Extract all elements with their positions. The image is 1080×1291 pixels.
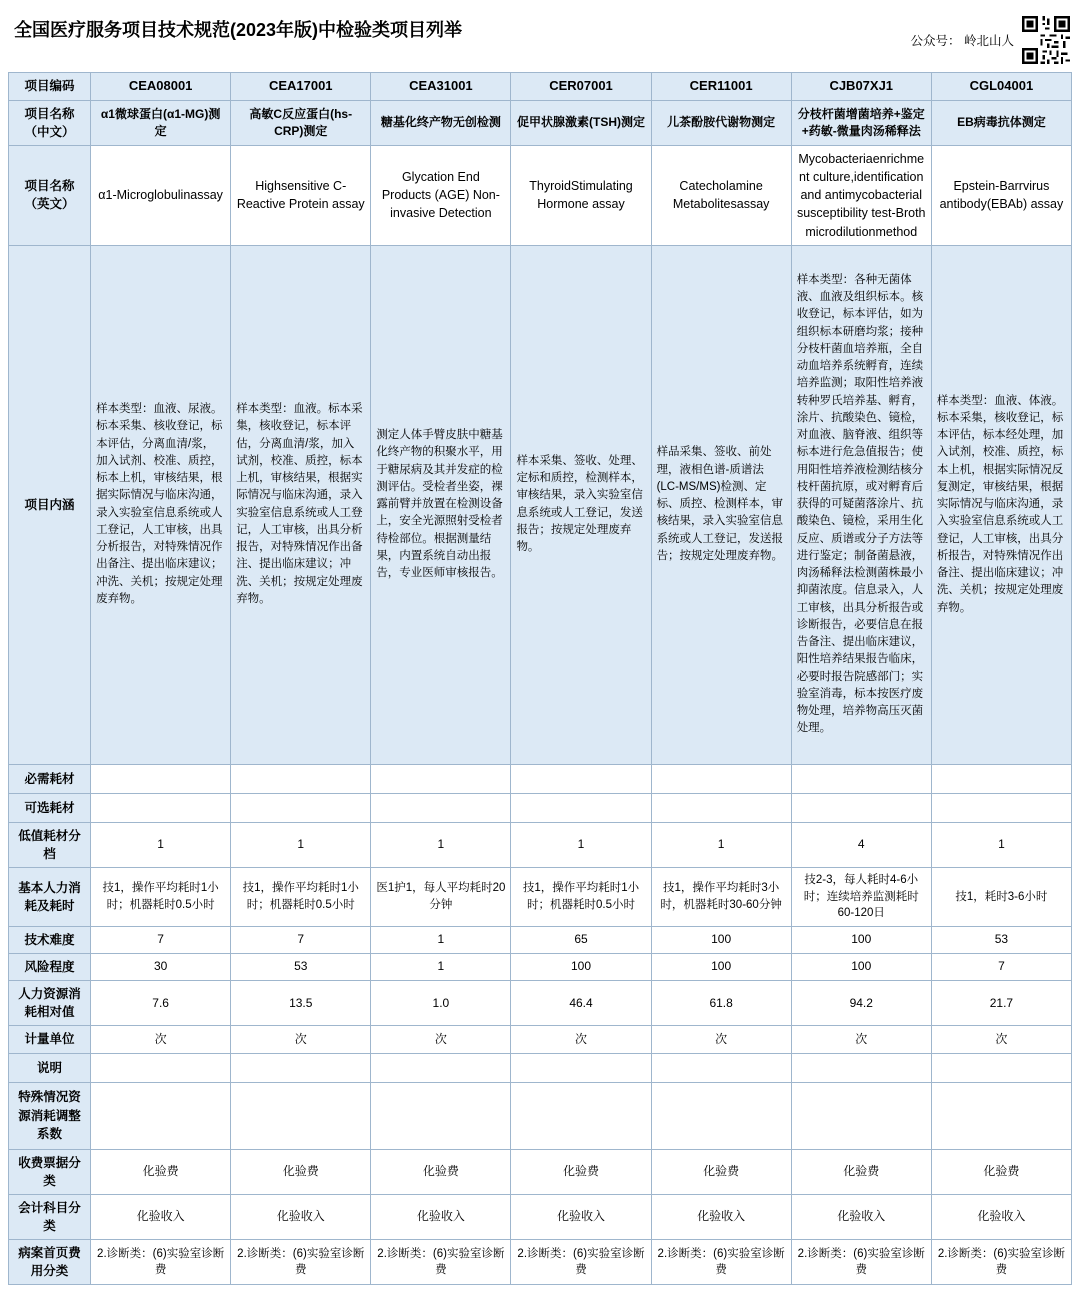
- row-label-name-cn: 项目名称（中文）: [9, 100, 91, 145]
- column-name-en-1: Highsensitive C-Reactive Protein assay: [231, 146, 371, 246]
- column-hr-relative-2: 1.0: [371, 981, 511, 1026]
- column-account-class-2: 化验收入: [371, 1194, 511, 1239]
- column-name-cn-5: 分枝杆菌增菌培养+鉴定+药敏-微量肉汤稀释法: [791, 100, 931, 145]
- table-row-code: [9, 73, 1072, 101]
- column-risk-4: 100: [651, 954, 791, 981]
- column-required-consumables-2: [371, 764, 511, 793]
- column-special-adjust-0: [91, 1082, 231, 1149]
- column-risk-6: 7: [931, 954, 1071, 981]
- column-content-1: 样本类型：血液。标本采集，核收登记，标本评估，分离血清/浆，加入试剂，校准、质控，标本上机，审核结果，根据实际情况与临床沟通，录入实验室信息系统或人工登记，人工审核，出具分析报告，对特殊情况作出备注、提出临床建议；冲洗、关机；按规定处理废弃物。: [231, 245, 371, 764]
- qr-code-icon: [1022, 16, 1070, 64]
- page-title: 全国医疗服务项目技术规范(2023年版)中检验类项目列举: [14, 20, 463, 40]
- column-optional-consumables-2: [371, 793, 511, 822]
- wechat-account-label: 公众号： 岭北山人: [910, 34, 1014, 48]
- column-case-first-page-3: 2.诊断类：(6)实验室诊断费: [511, 1240, 651, 1285]
- column-account-class-1: 化验收入: [231, 1194, 371, 1239]
- column-risk-2: 1: [371, 954, 511, 981]
- column-content-0: 样本类型：血液、尿液。标本采集、核收登记，标本评估，分离血清/浆，加入试剂、校准、质控，标本上机，审核结果，根据实际情况与临床沟通，录入实验室信息系统或人工登记，人工审核，出具分析报告，对特殊情况作出备注、提出临床建议；冲洗、关机；按规定处理废弃物。: [91, 245, 231, 764]
- column-content-4: 样品采集、签收、前处理，液相色谱-质谱法(LC-MS/MS)检测、定标、质控、检测样本，审核结果，录入实验室信息系统或人工登记，发送报告；按规定处理废弃物。: [651, 245, 791, 764]
- table-row-note: [9, 1053, 1072, 1082]
- row-label-note: 说明: [9, 1053, 91, 1082]
- column-name-en-0: α1-Microglobulinassay: [91, 146, 231, 246]
- column-hr-relative-4: 61.8: [651, 981, 791, 1026]
- column-note-6: [931, 1053, 1071, 1082]
- table-row-case-first-page: [9, 1240, 1072, 1285]
- column-optional-consumables-6: [931, 793, 1071, 822]
- column-name-cn-0: α1微球蛋白(α1-MG)测定: [91, 100, 231, 145]
- column-case-first-page-2: 2.诊断类：(6)实验室诊断费: [371, 1240, 511, 1285]
- column-low-value-consumables-3: 1: [511, 822, 651, 867]
- column-unit-4: 次: [651, 1026, 791, 1053]
- document-header: [8, 8, 1072, 72]
- column-special-adjust-1: [231, 1082, 371, 1149]
- table-row-name-en: [9, 146, 1072, 246]
- table-row-bill-class: [9, 1149, 1072, 1194]
- column-low-value-consumables-0: 1: [91, 822, 231, 867]
- column-code-0: CEA08001: [91, 73, 231, 101]
- row-label-optional-consumables: 可选耗材: [9, 793, 91, 822]
- column-content-5: 样本类型：各种无菌体液、血液及组织标本。核收登记，标本评估，如为组织标本研磨均浆；接种分枝杆菌血培养瓶，全自动血培养系统孵育，连续培养监测；取阳性培养液转种罗氏培养基、孵育，涂片、抗酸染色、镜检，对血液、脑脊液、组织等标本进行危急值报告；使用阳性培养液检测结核分枝杆菌抗原，或对孵育后获得的可疑菌落涂片、抗酸染色、镜检，采用生化反应、质谱或分子方法等进行鉴定；制备菌悬液，肉汤稀释法检测菌株最小抑菌浓度。信息录入，人工审核，出具分析报告或诊断报告，必要信息在报告备注、提出临床建议，阳性培养结果报告临床，必要时报告院感部门；实验室消毒，标本按医疗废物处理，培养物高压灭菌处理。: [791, 245, 931, 764]
- row-label-content: 项目内涵: [9, 245, 91, 764]
- column-difficulty-6: 53: [931, 926, 1071, 953]
- row-label-manpower: 基本人力消耗及耗时: [9, 867, 91, 926]
- column-case-first-page-6: 2.诊断类：(6)实验室诊断费: [931, 1240, 1071, 1285]
- row-label-name-en: 项目名称（英文）: [9, 146, 91, 246]
- column-name-en-2: Glycation End Products (AGE) Non-invasive Detection: [371, 146, 511, 246]
- column-name-en-6: Epstein-Barrvirus antibody(EBAb) assay: [931, 146, 1071, 246]
- column-account-class-3: 化验收入: [511, 1194, 651, 1239]
- column-unit-5: 次: [791, 1026, 931, 1053]
- column-account-class-0: 化验收入: [91, 1194, 231, 1239]
- row-label-hr-relative: 人力资源消耗相对值: [9, 981, 91, 1026]
- row-label-account-class: 会计科目分类: [9, 1194, 91, 1239]
- column-hr-relative-6: 21.7: [931, 981, 1071, 1026]
- column-risk-3: 100: [511, 954, 651, 981]
- column-bill-class-0: 化验费: [91, 1149, 231, 1194]
- column-low-value-consumables-6: 1: [931, 822, 1071, 867]
- column-hr-relative-0: 7.6: [91, 981, 231, 1026]
- column-content-2: 测定人体手臂皮肤中糖基化终产物的积聚水平，用于糖尿病及其并发症的检测评估。受检者坐姿，裸露前臂并放置在检测设备上，安全光源照射受检者待检部位。根据测量结果，内置系统自动出报告，专业医师审核报告。: [371, 245, 511, 764]
- column-name-cn-4: 儿茶酚胺代谢物测定: [651, 100, 791, 145]
- column-manpower-4: 技1，操作平均耗时3小时，机器耗时30-60分钟: [651, 867, 791, 926]
- table-row-difficulty: [9, 926, 1072, 953]
- column-bill-class-4: 化验费: [651, 1149, 791, 1194]
- column-required-consumables-6: [931, 764, 1071, 793]
- column-difficulty-5: 100: [791, 926, 931, 953]
- column-difficulty-2: 1: [371, 926, 511, 953]
- column-required-consumables-3: [511, 764, 651, 793]
- table-row-low-value-consumables: [9, 822, 1072, 867]
- column-special-adjust-2: [371, 1082, 511, 1149]
- column-unit-1: 次: [231, 1026, 371, 1053]
- row-label-risk: 风险程度: [9, 954, 91, 981]
- column-name-en-5: Mycobacteriaenrichment culture,identification and antimycobacterial susceptibility test-Broth microdilutionmethod: [791, 146, 931, 246]
- column-required-consumables-0: [91, 764, 231, 793]
- column-special-adjust-3: [511, 1082, 651, 1149]
- column-required-consumables-1: [231, 764, 371, 793]
- column-account-class-5: 化验收入: [791, 1194, 931, 1239]
- column-account-class-6: 化验收入: [931, 1194, 1071, 1239]
- column-unit-2: 次: [371, 1026, 511, 1053]
- table-row-hr-relative: [9, 981, 1072, 1026]
- table-row-risk: [9, 954, 1072, 981]
- table-row-required-consumables: [9, 764, 1072, 793]
- column-hr-relative-3: 46.4: [511, 981, 651, 1026]
- column-name-cn-3: 促甲状腺激素(TSH)测定: [511, 100, 651, 145]
- column-code-6: CGL04001: [931, 73, 1071, 101]
- table-row-unit: [9, 1026, 1072, 1053]
- row-label-case-first-page: 病案首页费用分类: [9, 1240, 91, 1285]
- column-low-value-consumables-1: 1: [231, 822, 371, 867]
- column-optional-consumables-4: [651, 793, 791, 822]
- column-manpower-5: 技2-3，每人耗时4-6小时；连续培养监测耗时60-120日: [791, 867, 931, 926]
- column-required-consumables-4: [651, 764, 791, 793]
- column-note-0: [91, 1053, 231, 1082]
- column-difficulty-0: 7: [91, 926, 231, 953]
- column-code-3: CER07001: [511, 73, 651, 101]
- row-label-bill-class: 收费票据分类: [9, 1149, 91, 1194]
- column-manpower-6: 技1，耗时3-6小时: [931, 867, 1071, 926]
- table-row-optional-consumables: [9, 793, 1072, 822]
- column-code-4: CER11001: [651, 73, 791, 101]
- column-bill-class-1: 化验费: [231, 1149, 371, 1194]
- table-row-content: [9, 245, 1072, 764]
- column-note-2: [371, 1053, 511, 1082]
- column-optional-consumables-1: [231, 793, 371, 822]
- column-risk-5: 100: [791, 954, 931, 981]
- column-code-1: CEA17001: [231, 73, 371, 101]
- column-name-cn-2: 糖基化终产物无创检测: [371, 100, 511, 145]
- column-name-en-4: Catecholamine Metabolitesassay: [651, 146, 791, 246]
- column-case-first-page-0: 2.诊断类：(6)实验室诊断费: [91, 1240, 231, 1285]
- column-difficulty-1: 7: [231, 926, 371, 953]
- column-optional-consumables-3: [511, 793, 651, 822]
- column-difficulty-4: 100: [651, 926, 791, 953]
- column-bill-class-6: 化验费: [931, 1149, 1071, 1194]
- column-code-2: CEA31001: [371, 73, 511, 101]
- column-hr-relative-1: 13.5: [231, 981, 371, 1026]
- column-optional-consumables-5: [791, 793, 931, 822]
- column-content-3: 样本采集、签收、处理、定标和质控，检测样本，审核结果，录入实验室信息系统或人工登记，发送报告；按规定处理废弃物。: [511, 245, 651, 764]
- row-label-special-adjust: 特殊情况资源消耗调整系数: [9, 1082, 91, 1149]
- column-case-first-page-4: 2.诊断类：(6)实验室诊断费: [651, 1240, 791, 1285]
- column-risk-0: 30: [91, 954, 231, 981]
- column-special-adjust-4: [651, 1082, 791, 1149]
- column-bill-class-2: 化验费: [371, 1149, 511, 1194]
- table-row-account-class: [9, 1194, 1072, 1239]
- column-risk-1: 53: [231, 954, 371, 981]
- column-manpower-3: 技1，操作平均耗时1小时；机器耗时0.5小时: [511, 867, 651, 926]
- column-case-first-page-5: 2.诊断类：(6)实验室诊断费: [791, 1240, 931, 1285]
- table-row-manpower: [9, 867, 1072, 926]
- column-note-5: [791, 1053, 931, 1082]
- column-manpower-1: 技1，操作平均耗时1小时；机器耗时0.5小时: [231, 867, 371, 926]
- row-label-low-value-consumables: 低值耗材分档: [9, 822, 91, 867]
- column-hr-relative-5: 94.2: [791, 981, 931, 1026]
- column-name-cn-6: EB病毒抗体测定: [931, 100, 1071, 145]
- column-note-4: [651, 1053, 791, 1082]
- column-name-en-3: ThyroidStimulating Hormone assay: [511, 146, 651, 246]
- column-note-1: [231, 1053, 371, 1082]
- column-bill-class-5: 化验费: [791, 1149, 931, 1194]
- column-optional-consumables-0: [91, 793, 231, 822]
- column-difficulty-3: 65: [511, 926, 651, 953]
- column-manpower-2: 医1护1，每人平均耗时20分钟: [371, 867, 511, 926]
- column-case-first-page-1: 2.诊断类：(6)实验室诊断费: [231, 1240, 371, 1285]
- column-code-5: CJB07XJ1: [791, 73, 931, 101]
- specification-table: [8, 72, 1072, 1285]
- column-low-value-consumables-5: 4: [791, 822, 931, 867]
- row-label-required-consumables: 必需耗材: [9, 764, 91, 793]
- column-unit-3: 次: [511, 1026, 651, 1053]
- column-required-consumables-5: [791, 764, 931, 793]
- column-content-6: 样本类型：血液、体液。标本采集，核收登记，标本评估，标本经处理，加入试剂，校准、质控，标本上机，根据实际情况反复测定，审核结果，根据实际情况与临床沟通，录入实验室信息系统或人工登记，人工审核，出具分析报告，对特殊情况作出备注、提出临床建议；冲洗、关机；按规定处理废弃物。: [931, 245, 1071, 764]
- column-manpower-0: 技1，操作平均耗时1小时；机器耗时0.5小时: [91, 867, 231, 926]
- column-bill-class-3: 化验费: [511, 1149, 651, 1194]
- column-low-value-consumables-2: 1: [371, 822, 511, 867]
- column-unit-0: 次: [91, 1026, 231, 1053]
- column-low-value-consumables-4: 1: [651, 822, 791, 867]
- table-row-name-cn: [9, 100, 1072, 145]
- row-label-difficulty: 技术难度: [9, 926, 91, 953]
- header-right: [911, 12, 1070, 64]
- column-account-class-4: 化验收入: [651, 1194, 791, 1239]
- column-name-cn-1: 高敏C反应蛋白(hs-CRP)测定: [231, 100, 371, 145]
- row-label-unit: 计量单位: [9, 1026, 91, 1053]
- column-unit-6: 次: [931, 1026, 1071, 1053]
- column-note-3: [511, 1053, 651, 1082]
- table-row-special-adjust: [9, 1082, 1072, 1149]
- row-label-code: 项目编码: [9, 73, 91, 101]
- column-special-adjust-5: [791, 1082, 931, 1149]
- column-special-adjust-6: [931, 1082, 1071, 1149]
